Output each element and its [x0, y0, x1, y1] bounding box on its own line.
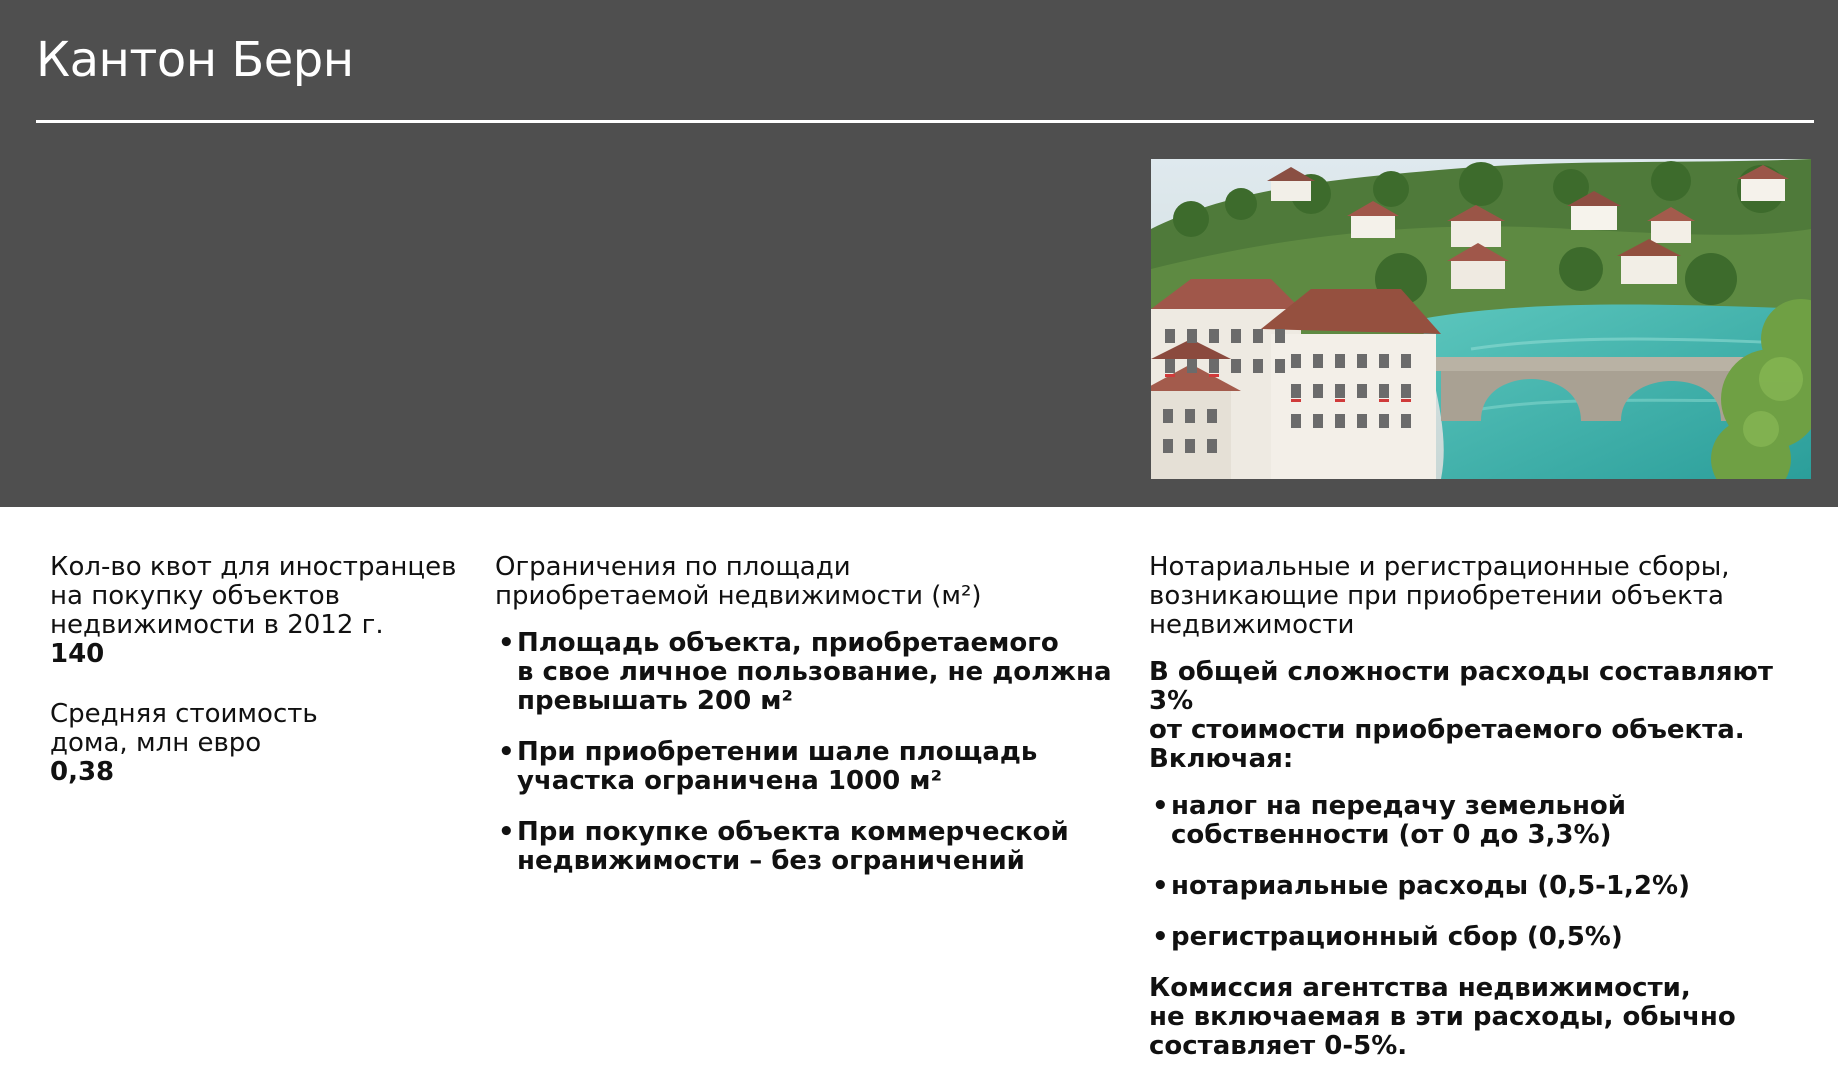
title-divider [36, 120, 1814, 123]
price-block [50, 700, 470, 787]
bullet-icon: • [498, 737, 515, 767]
header-band [0, 0, 1838, 507]
bullet-icon: • [1152, 791, 1169, 821]
quota-label: Кол-во квот для иностранцев на покупку объектов недвижимости в 2012 г. [50, 552, 457, 640]
quota-value: 140 [50, 639, 105, 669]
list-item [1149, 923, 1809, 952]
list-item-text: налог на передачу земельной собственности (от 0 до 3,3%) [1171, 791, 1626, 850]
area-restrictions-heading: Ограничения по площади приобретаемой недвижимости (м²) [495, 552, 982, 611]
list-item [495, 629, 1115, 716]
fees-heading: Нотариальные и регистрационные сборы, возникающие при приобретении объекта недвижимости [1149, 552, 1730, 640]
price-label: Средняя стоимость дома, млн евро [50, 699, 318, 758]
bern-city-river-photo [1151, 159, 1811, 479]
area-restrictions-list [495, 629, 1115, 876]
area-restrictions-column [495, 553, 1115, 898]
list-item [1149, 792, 1809, 850]
list-item [495, 738, 1115, 796]
page-title: Кантон Берн [36, 32, 354, 88]
fees-column [1149, 553, 1809, 1061]
list-item-text: Площадь объекта, приобретаемого в свое личное пользование, не должна превышать 200 м² [517, 628, 1112, 716]
list-item [1149, 872, 1809, 901]
list-item [495, 818, 1115, 876]
bullet-icon: • [1152, 871, 1169, 901]
list-item-text: При покупке объекта коммерческой недвижимости – без ограничений [517, 817, 1069, 876]
photo-illustration [1151, 159, 1811, 479]
fees-list [1149, 792, 1809, 952]
quota-column [50, 553, 470, 818]
bullet-icon: • [498, 628, 515, 658]
list-item-text: При приобретении шале площадь участка ограничена 1000 м² [517, 737, 1038, 796]
list-item-text: нотариальные расходы (0,5-1,2%) [1171, 871, 1690, 901]
bullet-icon: • [498, 817, 515, 847]
quota-block [50, 553, 470, 669]
agency-commission-note: Комиссия агентства недвижимости, не включаемая в эти расходы, обычно составляет 0-5%. [1149, 973, 1736, 1061]
list-item-text: регистрационный сбор (0,5%) [1171, 922, 1623, 952]
fees-intro: В общей сложности расходы составляют 3% от стоимости приобретаемого объекта. Включая: [1149, 657, 1773, 774]
bullet-icon: • [1152, 922, 1169, 952]
price-value: 0,38 [50, 757, 115, 787]
